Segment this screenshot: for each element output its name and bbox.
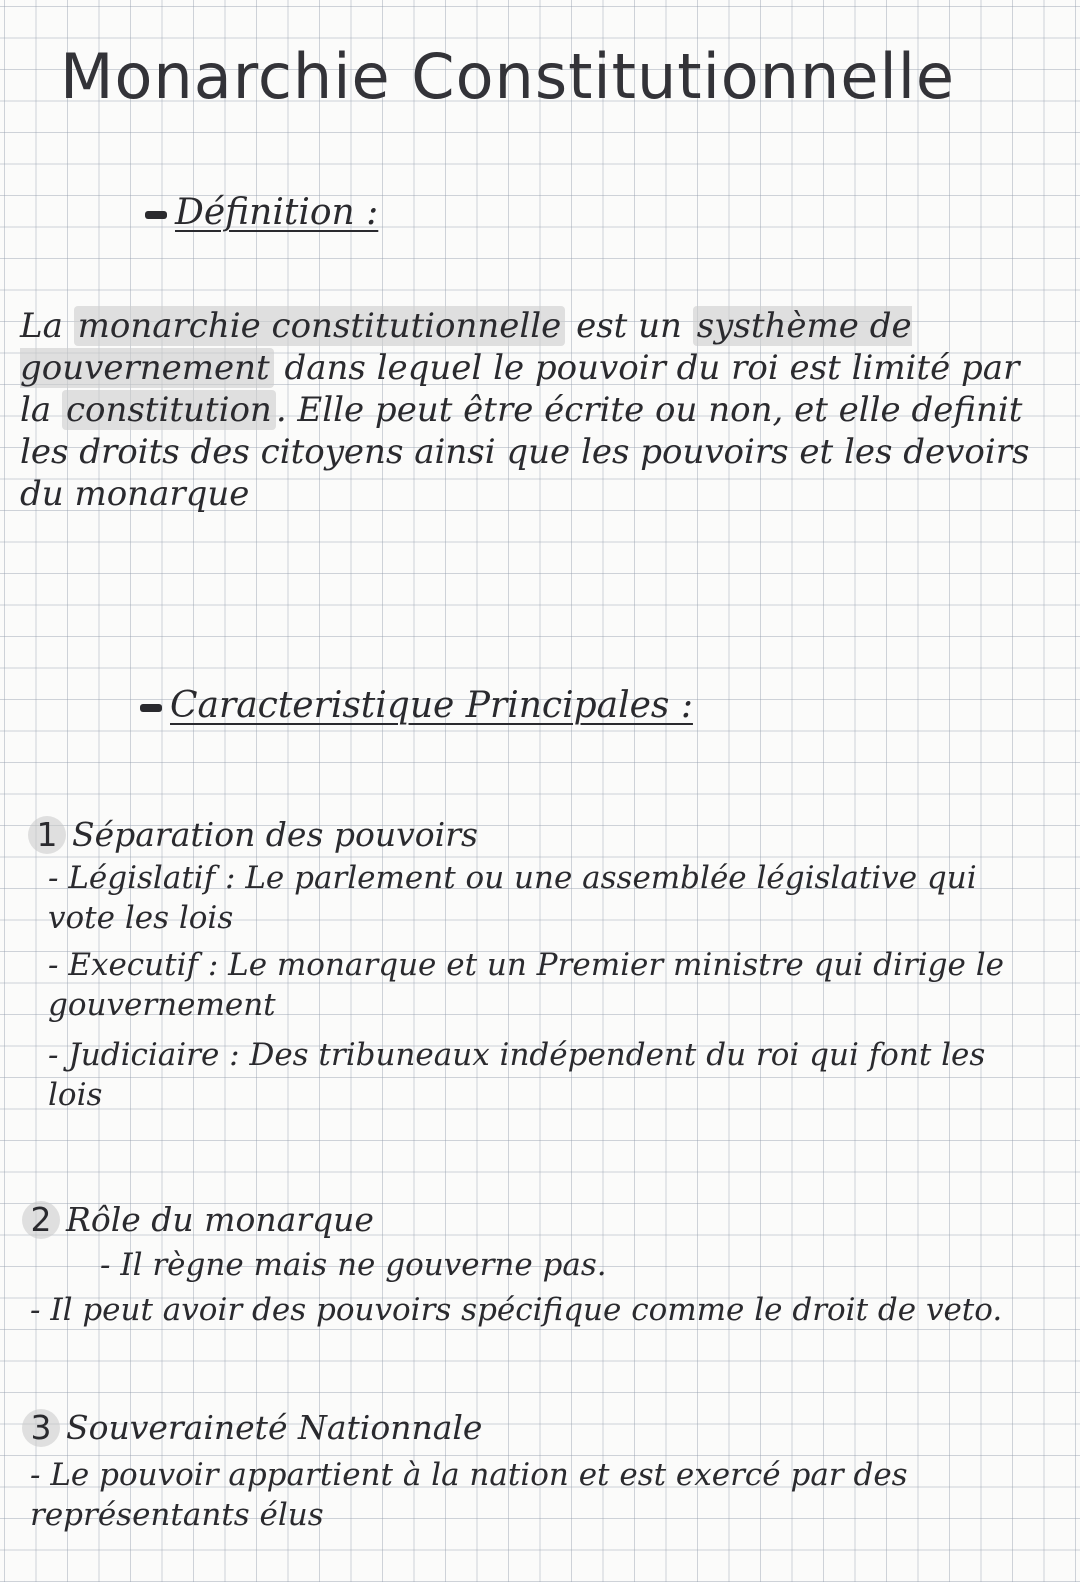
definition-paragraph [20,305,1030,515]
characteristics-heading [140,685,693,726]
definition-text-mid2: dans lequel le pouvoir du roi est limité par la [20,348,1020,430]
definition-text-before: La [20,306,74,346]
item-number-badge: 2 [22,1201,60,1239]
item-1-line-2: - Executif : Le monarque et un Premier ministre qui dirige le gouvernement [48,947,1004,1023]
definition-heading [145,192,378,233]
item-1-line-1: - Législatif : Le parlement ou une assemblée législative qui vote les lois [48,860,977,936]
item-2-line-2: - Il peut avoir des pouvoirs spécifique comme le droit de veto. [30,1292,1003,1328]
item-title: Souveraineté Nationnale [66,1408,483,1447]
item-2-line-1: - Il règne mais ne gouverne pas. [100,1247,607,1283]
item-1-line-3: - Judiciaire : Des tribuneaux indépendent du roi qui font les lois [48,1037,986,1113]
definition-text-after: . Elle peut être écrite ou non, et elle definit les droits des citoyens ainsi que les pouvoirs et les devoirs du monarque [20,390,1030,514]
item-2-title-line [22,1200,374,1240]
item-number-badge: 1 [28,816,66,854]
bullet-dash [140,704,162,712]
definition-text-mid1: est un [565,306,693,346]
page-title: Monarchie Constitutionnelle [60,40,956,113]
item-3-line-1: - Le pouvoir appartient à la nation et est exercé par des représentants élus [30,1457,908,1533]
definition-term-highlight: monarchie constitutionnelle [74,306,566,346]
item-title: Séparation des pouvoirs [72,815,478,854]
definition-term2-highlight: systhème de gouvernement [20,306,912,388]
item-3-title-line [22,1408,482,1448]
bullet-dash [145,211,167,219]
item-number-badge: 3 [22,1409,60,1447]
definition-term3-highlight: constitution [62,390,276,430]
characteristics-heading-label: Caracteristique Principales : [170,685,693,726]
definition-heading-label: Définition : [175,192,379,233]
item-1-title-line [28,815,478,855]
item-title: Rôle du monarque [66,1200,374,1239]
